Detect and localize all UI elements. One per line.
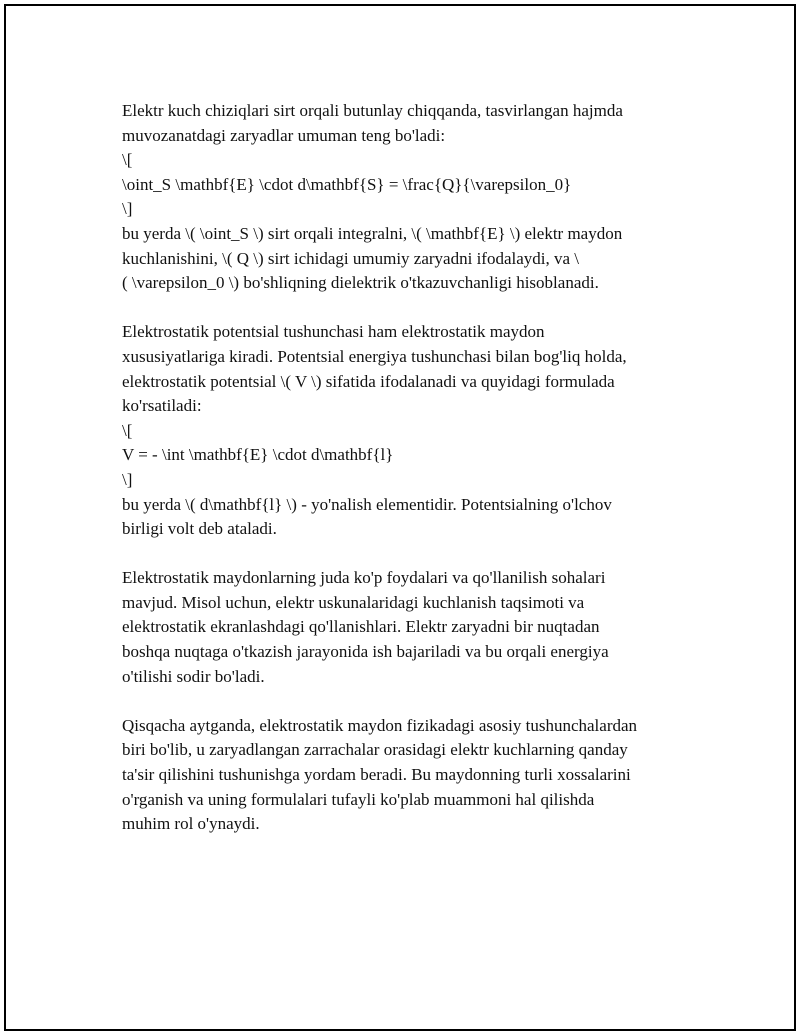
formula-delimiter-close: \]	[122, 199, 133, 219]
text-line: mavjud. Misol uchun, elektr uskunalaridagi kuchlanish taqsimoti va	[122, 592, 585, 612]
formula-delimiter-open: \[	[122, 420, 133, 440]
text-line: o'tilishi sodir bo'ladi.	[122, 666, 265, 686]
text-line: Elektrostatik potentsial tushunchasi ham elektrostatik maydon	[122, 322, 545, 342]
formula-line: \oint_S \mathbf{E} \cdot d\mathbf{S} = \frac{Q}{\varepsilon_0}	[122, 174, 572, 194]
text-line: boshqa nuqtaga o'tkazish jarayonida ish bajariladi va bu orqali energiya	[122, 642, 609, 662]
text-line: kuchlanishini, \( Q \) sirt ichidagi umumiy zaryadni ifodalaydi, va \	[122, 248, 580, 268]
page-frame	[4, 4, 796, 1031]
text-line: o'rganish va uning formulalari tufayli ko'plab muammoni hal qilishda	[122, 789, 595, 809]
document-body	[122, 99, 692, 861]
text-line: ta'sir qilishini tushunishga yordam beradi. Bu maydonning turli xossalarini	[122, 765, 631, 785]
paragraph-summary	[122, 714, 692, 837]
text-line: Elektrostatik maydonlarning juda ko'p foydalari va qo'llanilish sohalari	[122, 568, 606, 588]
text-line: elektrostatik ekranlashdagi qo'llanishlari. Elektr zaryadni bir nuqtadan	[122, 617, 600, 637]
text-line: biri bo'lib, u zaryadlangan zarrachalar orasidagi elektr kuchlarning qanday	[122, 740, 628, 760]
text-line: xususiyatlariga kiradi. Potentsial energiya tushunchasi bilan bog'liq holda,	[122, 346, 627, 366]
formula-line: V = - \int \mathbf{E} \cdot d\mathbf{l}	[122, 445, 394, 465]
text-line: elektrostatik potentsial \( V \) sifatida ifodalanadi va quyidagi formulada	[122, 371, 615, 391]
text-line: Elektr kuch chiziqlari sirt orqali butunlay chiqqanda, tasvirlangan hajmda	[122, 101, 623, 120]
paragraph-potential	[122, 320, 692, 541]
text-line: ko'rsatiladi:	[122, 396, 202, 416]
paragraph-gauss-law	[122, 99, 692, 296]
text-line: muvozanatdagi zaryadlar umuman teng bo'ladi:	[122, 125, 446, 145]
text-line: bu yerda \( d\mathbf{l} \) - yo'nalish elementidir. Potentsialning o'lchov	[122, 494, 612, 514]
text-line: muhim rol o'ynaydi.	[122, 814, 260, 834]
text-line: bu yerda \( \oint_S \) sirt orqali integralni, \( \mathbf{E} \) elektr maydon	[122, 223, 623, 243]
formula-delimiter-close: \]	[122, 469, 133, 489]
text-line: birligi volt deb ataladi.	[122, 519, 277, 539]
text-line: Qisqacha aytganda, elektrostatik maydon fizikadagi asosiy tushunchalardan	[122, 715, 638, 735]
text-line: ( \varepsilon_0 \) bo'shliqning dielektrik o'tkazuvchanligi hisoblanadi.	[122, 273, 599, 293]
paragraph-applications	[122, 566, 692, 689]
formula-delimiter-open: \[	[122, 150, 133, 170]
